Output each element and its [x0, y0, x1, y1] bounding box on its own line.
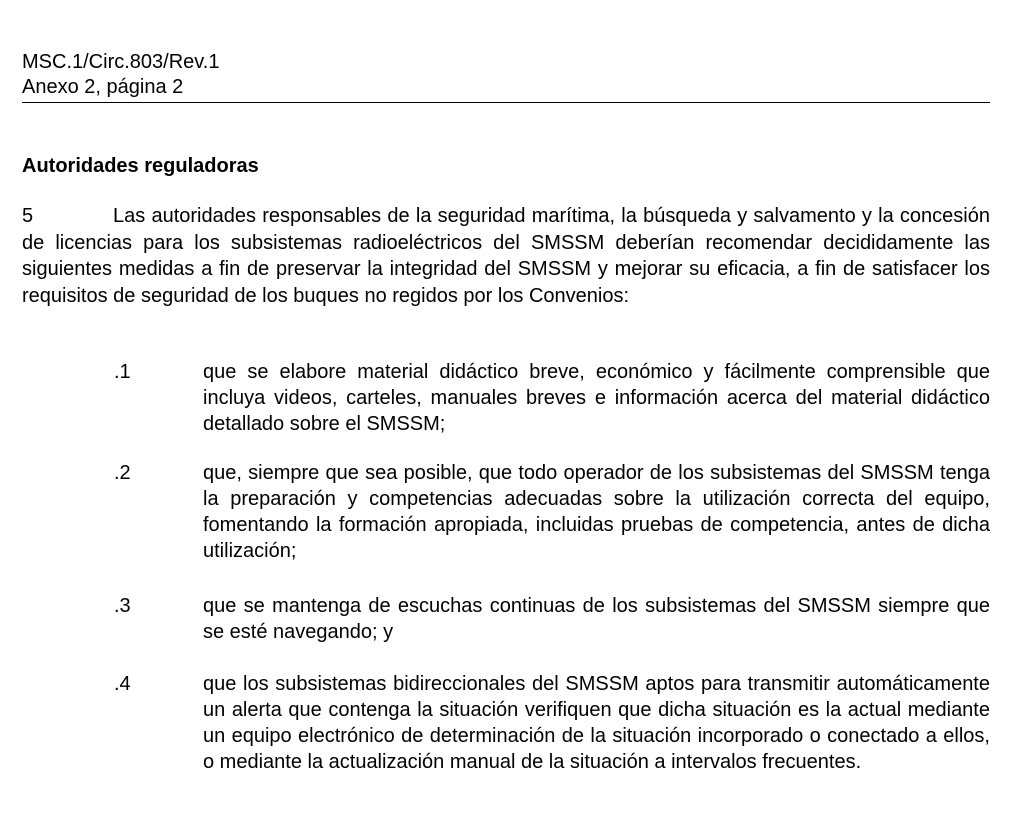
- section-heading: Autoridades reguladoras: [22, 155, 259, 177]
- paragraph-5: [22, 203, 990, 309]
- paragraph-number: 5: [22, 205, 34, 227]
- list-item-2: [22, 460, 990, 564]
- list-item-number: .3: [114, 595, 131, 617]
- page-header: [22, 50, 990, 103]
- annex-page-label: Anexo 2, página 2: [22, 76, 184, 98]
- list-item-number: .4: [114, 673, 131, 695]
- paragraph-text: Las autoridades responsables de la seguridad marítima, la búsqueda y salvamento y la concesión de licencias para los subsistemas radioeléctricos del SMSSM deberían recomendar decididamente las siguientes medidas a fin de preservar la integridad del SMSSM y mejorar su eficacia, a fin de satisfacer los requisitos de seguridad de los buques no regidos por los Convenios:: [22, 205, 990, 307]
- list-item-number: .2: [114, 462, 131, 484]
- list-item-text: que los subsistemas bidireccionales del SMSSM aptos para transmitir automáticamente un alerta que contenga la situación verifiquen que dicha situación es la actual mediante un equipo electrónico de determinación de la situación incorporado o conectado a ellos, o mediante la actualización manual de la situación a intervalos frecuentes.: [203, 673, 990, 773]
- document-page: [22, 0, 990, 824]
- list-item-1: [22, 359, 990, 437]
- document-reference: MSC.1/Circ.803/Rev.1: [22, 51, 220, 73]
- list-item-number: .1: [114, 361, 131, 383]
- list-item-text: que se elabore material didáctico breve, económico y fácilmente comprensible que incluya videos, carteles, manuales breves e información acerca del material didáctico detallado sobre el SMSSM;: [203, 361, 990, 435]
- list-item-text: que, siempre que sea posible, que todo operador de los subsistemas del SMSSM tenga la preparación y competencias adecuadas sobre la utilización correcta del equipo, fomentando la formación apropiada, incluidas pruebas de competencia, antes de dicha utilización;: [203, 462, 990, 562]
- list-item-text: que se mantenga de escuchas continuas de los subsistemas del SMSSM siempre que se esté navegando; y: [203, 595, 990, 643]
- list-item-3: [22, 593, 990, 645]
- list-item-4: [22, 671, 990, 775]
